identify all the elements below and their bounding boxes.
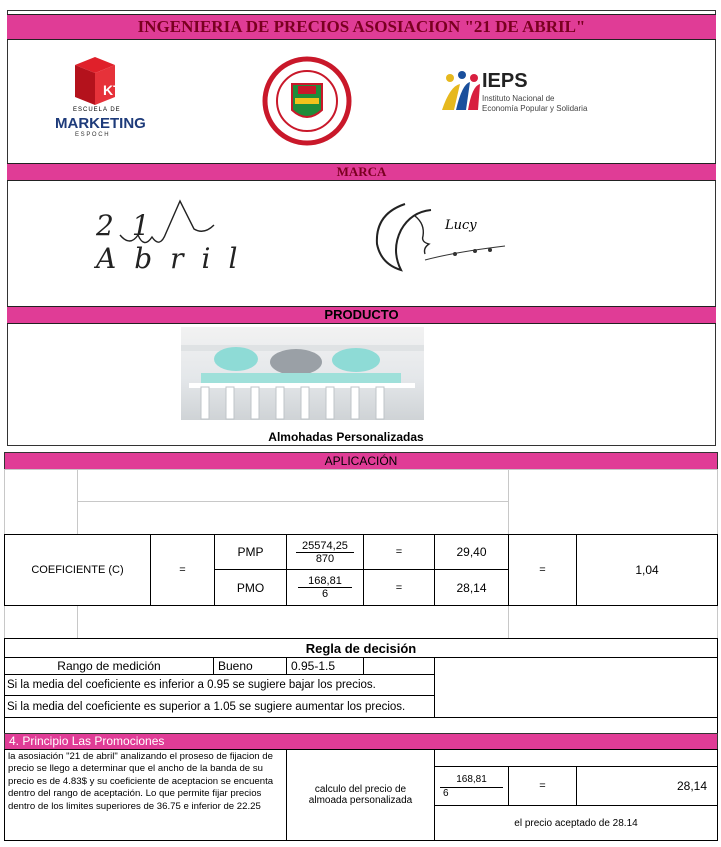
regla-header — [4, 638, 718, 658]
pmp-value-cell — [434, 534, 509, 570]
ieps-line1: Instituto Nacional de — [482, 94, 555, 103]
ieps-line2: Economía Popular y Solidaria — [482, 104, 588, 113]
bueno-cell — [213, 657, 287, 675]
marketing-logo-text: MARKETING — [55, 115, 146, 132]
calc-denominator: 6 — [443, 787, 449, 799]
pmo-fraction-cell — [286, 569, 364, 606]
aplicacion-header — [4, 452, 718, 470]
rule-line1-cell — [4, 674, 435, 696]
ieps-figures-icon — [438, 70, 486, 114]
accepted-price: el precio aceptado de 28.14 — [514, 817, 638, 829]
calc-top-empty-cell — [434, 749, 718, 767]
regla-title: Regla de decisión — [305, 640, 417, 656]
rule-line2-cell — [4, 695, 435, 718]
pmo-eq-cell — [363, 569, 435, 606]
calc-eq-cell — [508, 766, 577, 806]
marca-header: MARCA — [7, 163, 716, 181]
pmp-value: 29,40 — [456, 545, 487, 559]
aplicacion-title: APLICACIÓN — [324, 454, 398, 468]
pmp-eq: = — [395, 546, 403, 558]
coef-label-cell — [4, 534, 151, 606]
grid-cell — [77, 501, 509, 535]
ieps-title: IEPS — [482, 70, 528, 92]
mkt-cube-icon — [55, 55, 155, 115]
marketing-logo-top: ESCUELA DE — [73, 107, 121, 113]
product-photo — [181, 327, 424, 420]
calc-eq: = — [539, 780, 546, 792]
pmp-denominator: 870 — [315, 552, 335, 565]
calc-fraction-cell — [434, 766, 509, 806]
coef-label: COEFICIENTE (C) — [31, 564, 124, 576]
grid-cell — [508, 469, 718, 535]
coef-value: 1,04 — [635, 563, 659, 577]
regla-spacer-cell — [4, 717, 718, 734]
coef-value-cell — [576, 534, 718, 606]
result-eq-cell — [508, 534, 577, 606]
rango-value: 0.95-1.5 — [291, 659, 336, 673]
calc-label-cell — [286, 749, 435, 841]
pmo-denominator: 6 — [321, 588, 329, 600]
coef-eq-cell — [150, 534, 215, 606]
principio-text: la asosiación "21 de abril" analizando el proseso de fijacion de precio se llego a determinar que el ancho de la banda de su precio es de 4.83$ y su coeficiente de aceptacion se encuenta dentro del rango de aceptación. Lo que permite fijar precios dentro de los limites superiores de 36.75 e inferior de 22.25 — [8, 751, 274, 812]
calc-value: 28,14 — [676, 779, 707, 793]
principio-title: 4. Principio Las Promociones — [9, 734, 165, 748]
result-eq: = — [539, 564, 546, 576]
pmp-label-cell — [214, 534, 287, 570]
grid-cell — [508, 605, 718, 639]
regla-right-cell — [434, 657, 718, 718]
producto-header: PRODUCTO — [7, 306, 716, 324]
grid-cell — [77, 605, 509, 639]
brand-lucy-text: Lucy — [445, 218, 477, 233]
svg-text:KT: KT — [103, 82, 122, 98]
rango-label: Rango de medición — [57, 659, 161, 673]
grid-cell — [4, 605, 78, 639]
pmp-fraction-cell — [286, 534, 364, 570]
page-title: INGENIERIA DE PRECIOS ASOSIACION "21 DE ABRIL" — [7, 14, 716, 40]
marketing-logo-sub: E S P O C H — [75, 132, 109, 138]
brand-lucy-logo — [365, 196, 515, 274]
pmp-numerator: 25574,25 — [296, 540, 354, 553]
pmo-value: 28,14 — [456, 580, 487, 595]
rango-value-cell — [286, 657, 364, 675]
pmo-eq: = — [395, 581, 403, 594]
principio-text-cell — [4, 749, 287, 841]
espoch-seal — [262, 56, 352, 146]
principio-header — [4, 733, 718, 750]
calc-value-cell — [576, 766, 718, 806]
accepted-price-cell — [434, 805, 718, 841]
brand-21-abril-logo — [90, 195, 280, 275]
grid-cell — [4, 469, 78, 535]
calc-numerator: 168,81 — [440, 774, 503, 788]
woman-face-icon — [365, 196, 515, 274]
pmp-label: PMP — [237, 545, 264, 559]
bueno-label: Bueno — [218, 659, 253, 673]
rango-label-cell — [4, 657, 214, 675]
ieps-logo — [438, 70, 638, 120]
product-caption: Almohadas Personalizadas — [268, 430, 424, 444]
marketing-logo — [55, 55, 155, 150]
coef-eq: = — [179, 564, 186, 576]
rango-empty-cell — [363, 657, 435, 675]
pmp-eq-cell — [363, 534, 435, 570]
calc-label: calculo del precio de almoada personalizada — [308, 784, 413, 806]
seal-icon — [262, 56, 352, 146]
brand-21-abril-text: 21 Abril — [96, 209, 256, 275]
pmo-numerator: 168,81 — [298, 575, 352, 588]
rule-line2: Si la media del coeficiente es superior a 1.05 se sugiere aumentar los precios. — [7, 700, 406, 713]
rule-line1: Si la media del coeficiente es inferior a 0.95 se sugiere bajar los precios. — [7, 679, 376, 691]
pmo-label-cell — [214, 569, 287, 606]
pillows-crib-icon — [181, 327, 424, 420]
pmo-label: PMO — [236, 580, 265, 595]
pmo-value-cell — [434, 569, 509, 606]
grid-cell — [77, 469, 509, 502]
